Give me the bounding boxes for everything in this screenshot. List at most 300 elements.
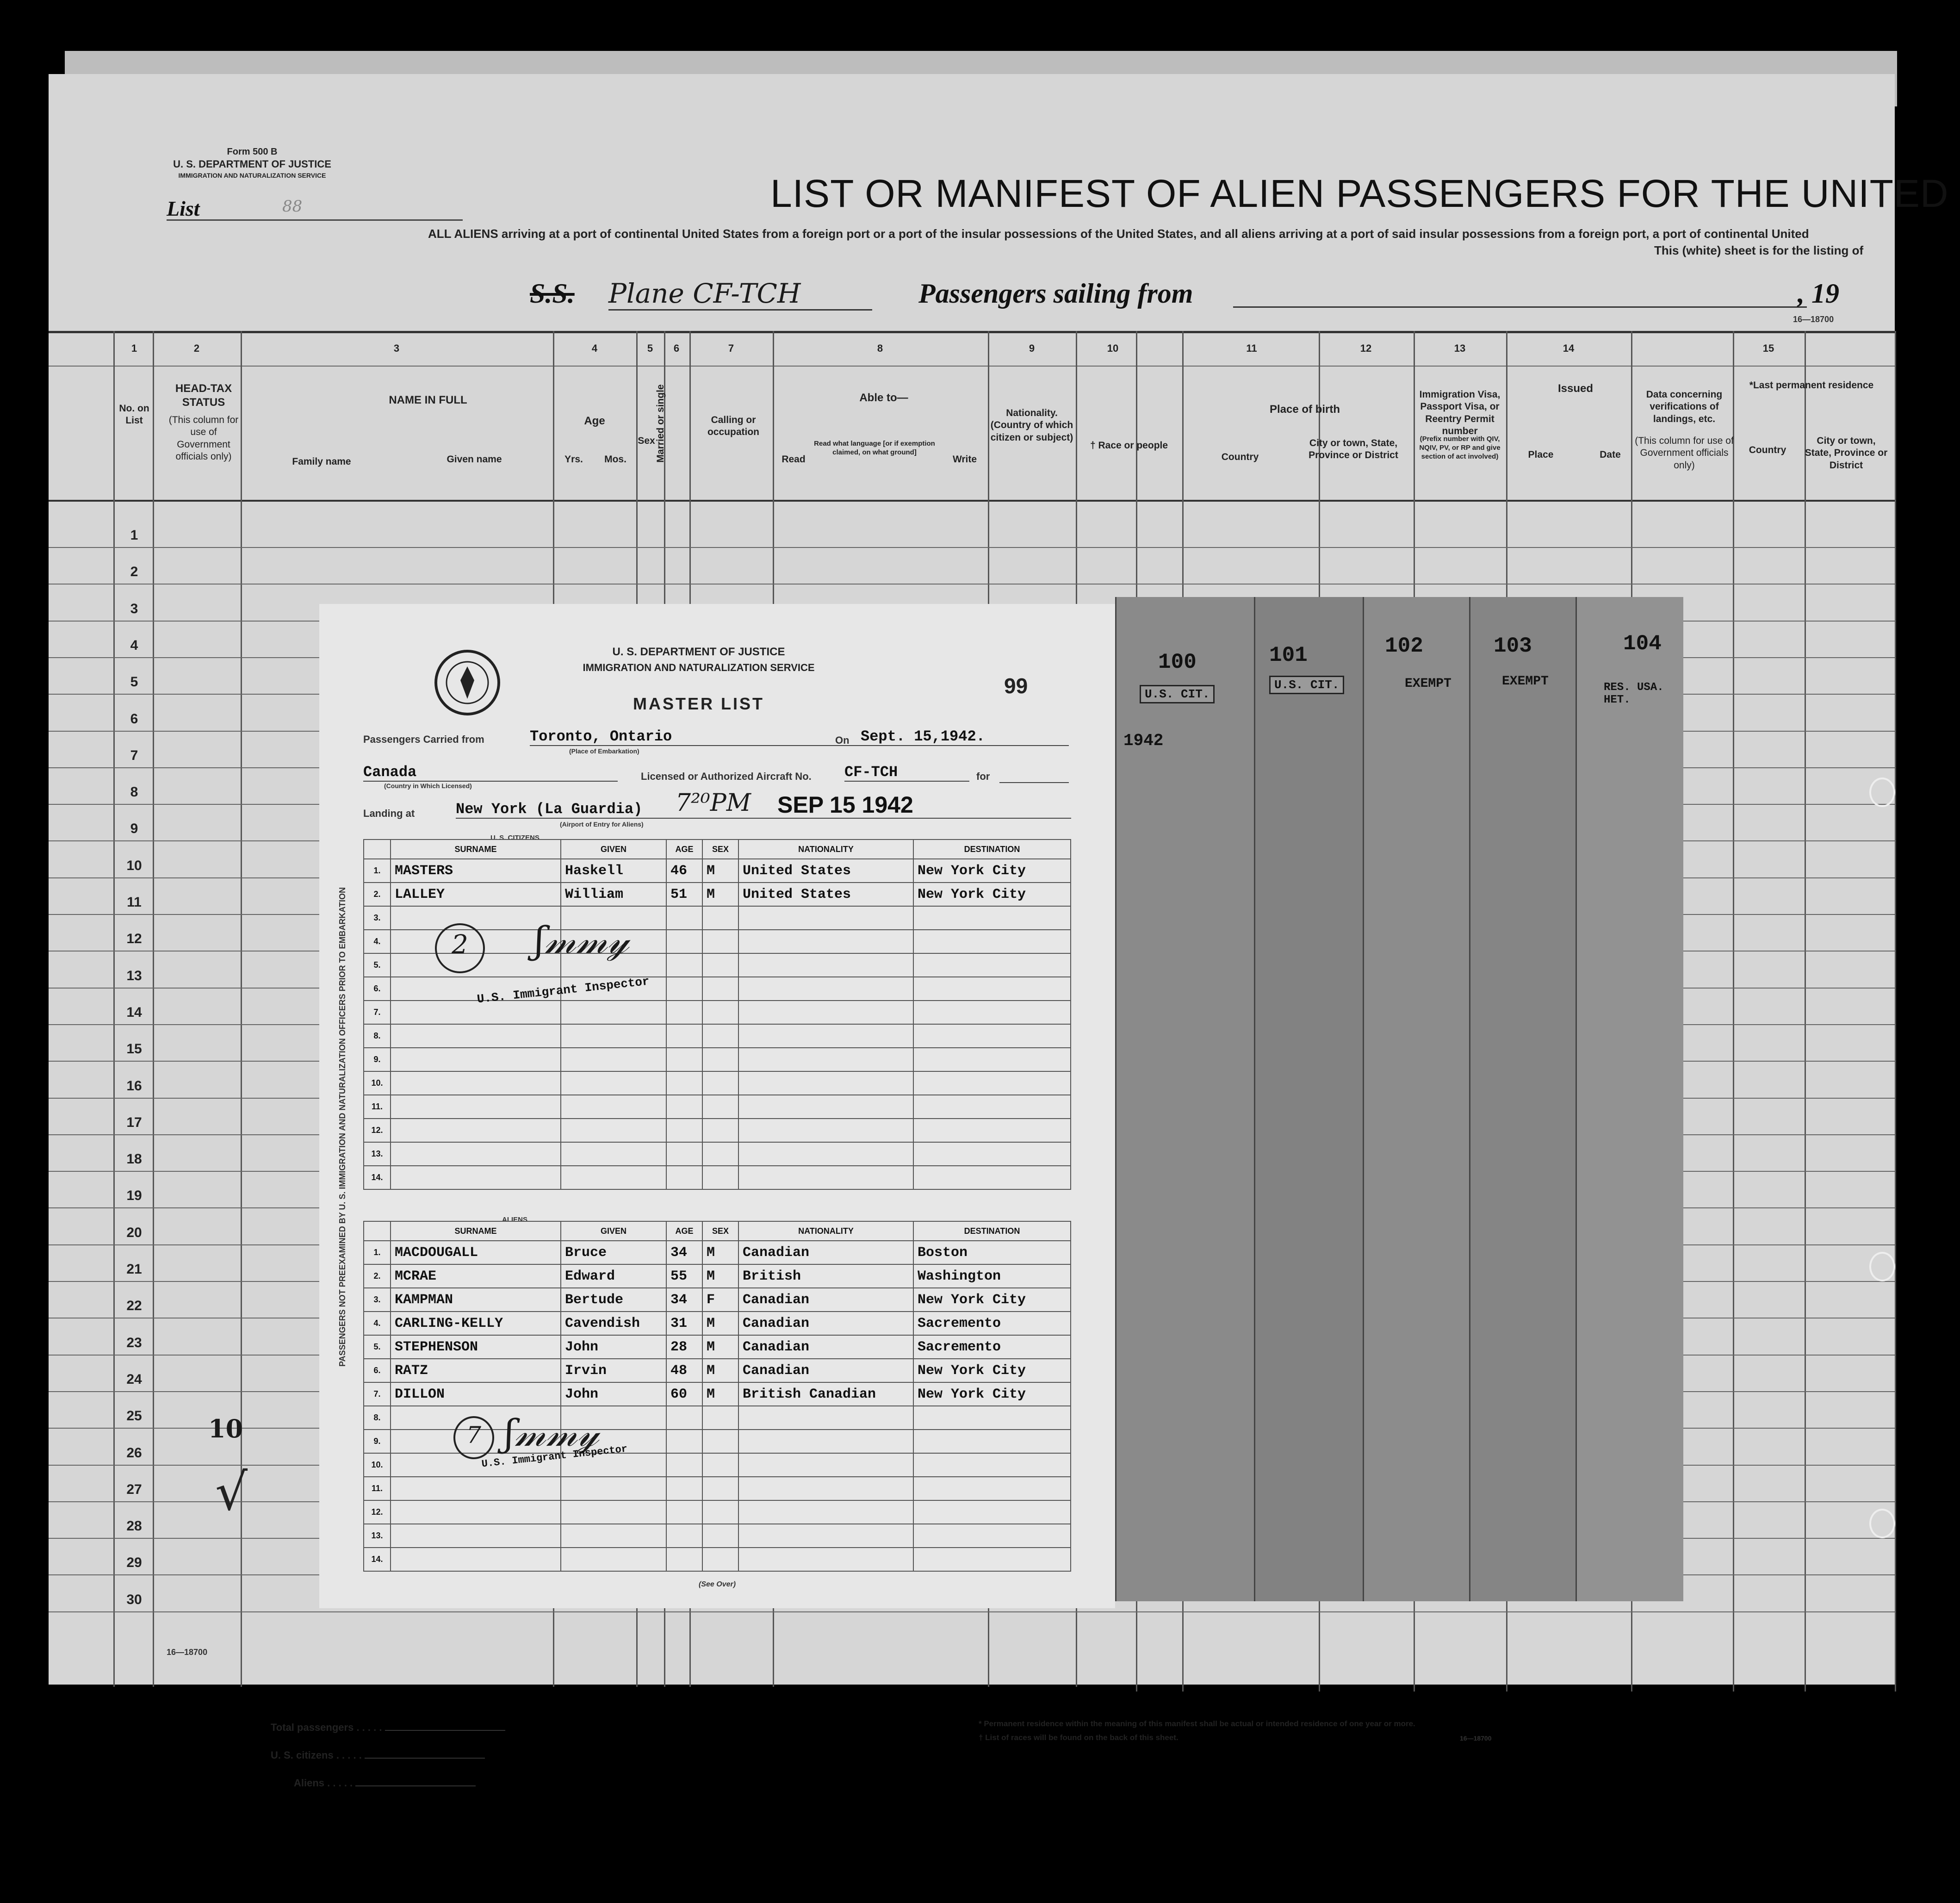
table-row xyxy=(364,1001,1071,1024)
row-number: 15 xyxy=(126,1041,142,1057)
table-top-rule xyxy=(49,331,1895,333)
header-res-city: City or town, State, Province or District xyxy=(1805,435,1888,471)
alien-n-cell: 6. xyxy=(364,1359,391,1382)
alien-nationality-cell: British xyxy=(738,1264,913,1288)
citizen-n-cell: 1. xyxy=(364,859,391,883)
citizen-given-cell xyxy=(561,1071,666,1095)
landing-caption: (Airport of Entry for Aliens) xyxy=(560,821,644,828)
citizen-destination-cell xyxy=(913,1095,1071,1119)
footer-us-label: U. S. citizens xyxy=(271,1749,334,1761)
citizen-nationality-cell xyxy=(738,1119,913,1142)
row-number: 8 xyxy=(130,784,138,800)
header-res-country: Country xyxy=(1749,445,1786,455)
alien-age-cell xyxy=(666,1524,702,1548)
table-row xyxy=(364,1524,1071,1548)
citizen-destination-cell xyxy=(913,1048,1071,1071)
alien-sex-cell xyxy=(702,1548,738,1571)
form-number: Form 500 B xyxy=(227,147,278,157)
row-number: 24 xyxy=(126,1371,142,1387)
header-able-to: Able to— xyxy=(859,392,908,404)
citizen-given-cell xyxy=(561,1119,666,1142)
citizen-sex-cell xyxy=(702,906,738,930)
alien-sex-cell: M xyxy=(702,1241,738,1264)
citizen-destination-cell xyxy=(913,1119,1071,1142)
header-given-name: Given name xyxy=(447,454,502,465)
row-number: 7 xyxy=(130,747,138,763)
list-label: List xyxy=(167,197,200,220)
master-list-card xyxy=(319,604,1115,1608)
for-field xyxy=(999,782,1069,783)
citizen-nationality-cell xyxy=(738,1166,913,1189)
citizen-surname-cell: MASTERS xyxy=(391,859,561,883)
aircraft-label: Licensed or Authorized Aircraft No. xyxy=(641,771,812,782)
citizen-nationality-cell: United States xyxy=(738,859,913,883)
header-place-of-birth: Place of birth xyxy=(1269,403,1340,416)
strip-number-102: 102 xyxy=(1385,634,1423,658)
table-row xyxy=(364,1500,1071,1524)
alien-sex-cell xyxy=(702,1500,738,1524)
row-number: 27 xyxy=(126,1481,142,1497)
table-row xyxy=(364,1288,1071,1312)
citizen-given-cell xyxy=(561,1048,666,1071)
footer-note-1: * Permanent residence within the meaning of this manifest shall be actual or intended residence of one year or more. xyxy=(979,1719,1415,1728)
citizen-destination-cell xyxy=(913,977,1071,1001)
citizen-age-cell xyxy=(666,930,702,953)
department: U. S. DEPARTMENT OF JUSTICE xyxy=(173,158,331,170)
citizen-given-cell: William xyxy=(561,883,666,906)
alien-destination-cell xyxy=(913,1500,1071,1524)
header-family-name: Family name xyxy=(292,456,351,467)
row-number: 4 xyxy=(130,637,138,653)
row-number: 3 xyxy=(130,601,138,616)
citizen-age-cell xyxy=(666,1071,702,1095)
manifest-subtitle: ALL ALIENS arriving at a port of continental United States from a foreign port or a port of the insular possessions of the United States, and all aliens arriving at a port of said insular possessions from a foreign port, a port of continental United xyxy=(428,227,1809,241)
alien-nationality-cell xyxy=(738,1524,913,1548)
table-row xyxy=(364,1024,1071,1048)
footer-us-citizens: U. S. citizens . . . . . xyxy=(271,1749,485,1761)
col-nationality: NATIONALITY xyxy=(738,840,913,859)
table-row xyxy=(364,1048,1071,1071)
alien-nationality-cell xyxy=(738,1477,913,1500)
citizen-surname-cell xyxy=(391,1024,561,1048)
sailing-from-label: Passengers sailing from xyxy=(918,278,1193,309)
header-nationality: Nationality. (Country of which citizen or subject) xyxy=(990,408,1073,443)
column-number: 12 xyxy=(1360,342,1372,354)
citizen-destination-cell xyxy=(913,1071,1071,1095)
row-number: 23 xyxy=(126,1335,142,1350)
table-row xyxy=(364,1142,1071,1166)
header-read: Read xyxy=(782,454,806,465)
citizen-age-cell xyxy=(666,953,702,977)
strip-stamp-100: U.S. CIT. xyxy=(1140,685,1215,703)
alien-nationality-cell: Canadian xyxy=(738,1241,913,1264)
citizen-destination-cell: New York City xyxy=(913,883,1071,906)
alien-sex-cell: M xyxy=(702,1335,738,1359)
alien-nationality-cell: Canadian xyxy=(738,1335,913,1359)
header-issued-place: Place xyxy=(1528,449,1554,460)
table-row xyxy=(364,1359,1071,1382)
alien-destination-cell xyxy=(913,1524,1071,1548)
card-strip-103 xyxy=(1469,597,1577,1601)
vertical-note: PASSENGERS NOT PREEXAMINED BY U. S. IMMIGRATION AND NATURALIZATION OFFICERS PRIOR TO EMBARKATION xyxy=(338,887,347,1367)
alien-given-cell xyxy=(561,1524,666,1548)
row-number: 20 xyxy=(126,1225,142,1240)
for-label: for xyxy=(976,771,990,782)
citizen-n-cell: 13. xyxy=(364,1142,391,1166)
citizen-sex-cell: M xyxy=(702,883,738,906)
alien-nationality-cell xyxy=(738,1500,913,1524)
header-issued-date: Date xyxy=(1600,449,1621,460)
citizen-sex-cell: M xyxy=(702,859,738,883)
alien-age-cell xyxy=(666,1548,702,1571)
citizen-surname-cell xyxy=(391,1166,561,1189)
table-row xyxy=(364,1312,1071,1335)
alien-age-cell xyxy=(666,1406,702,1430)
alien-given-cell: John xyxy=(561,1382,666,1406)
header-issued: Issued xyxy=(1557,382,1594,395)
strip-number-104: 104 xyxy=(1623,632,1662,656)
citizen-n-cell: 4. xyxy=(364,930,391,953)
citizen-age-cell xyxy=(666,1119,702,1142)
year-label: , 19 xyxy=(1798,278,1839,309)
column-divider xyxy=(1733,331,1734,1692)
header-data-note: (This column for use of Government officials only) xyxy=(1635,435,1734,471)
column-number: 15 xyxy=(1762,342,1774,354)
citizen-given-cell xyxy=(561,1095,666,1119)
table-row xyxy=(364,1477,1071,1500)
row-number: 16 xyxy=(126,1078,142,1094)
alien-sex-cell: M xyxy=(702,1382,738,1406)
list-field xyxy=(167,199,463,221)
citizen-sex-cell xyxy=(702,930,738,953)
row-number: 18 xyxy=(126,1151,142,1167)
citizen-age-cell xyxy=(666,1048,702,1071)
landing-label: Landing at xyxy=(363,808,415,819)
aliens-count: 7 xyxy=(466,1422,481,1449)
inspector-label-2: U.S. Immigrant Inspector xyxy=(481,1443,628,1470)
manifest-subtitle-2: This (white) sheet is for the listing of xyxy=(1654,243,1864,257)
card-strip-101 xyxy=(1254,597,1366,1601)
table-row xyxy=(364,1095,1071,1119)
service: IMMIGRATION AND NATURALIZATION SERVICE xyxy=(178,171,326,179)
signature-1: ʃ𝓂𝓂𝓎 xyxy=(534,919,629,962)
row-number: 6 xyxy=(130,711,138,727)
manifest-title: LIST OR MANIFEST OF ALIEN PASSENGERS FOR THE UNITED xyxy=(770,172,1949,215)
alien-surname-cell: STEPHENSON xyxy=(391,1335,561,1359)
alien-surname-cell: RATZ xyxy=(391,1359,561,1382)
header-race: † Race or people xyxy=(1090,440,1168,451)
citizen-n-cell: 2. xyxy=(364,883,391,906)
table-row xyxy=(364,1071,1071,1095)
footer-aliens-field xyxy=(355,1785,476,1786)
strip-number-100: 100 xyxy=(1158,650,1197,674)
col-surname-aliens: SURNAME xyxy=(391,1221,561,1241)
header-name-in-full: NAME IN FULL xyxy=(389,394,467,406)
alien-n-cell: 7. xyxy=(364,1382,391,1406)
citizen-surname-cell xyxy=(391,1095,561,1119)
alien-sex-cell: M xyxy=(702,1312,738,1335)
row-number: 9 xyxy=(130,821,138,837)
date-stamp: SEP 15 1942 xyxy=(777,792,913,818)
table-row xyxy=(364,1119,1071,1142)
citizen-surname-cell: LALLEY xyxy=(391,883,561,906)
alien-age-cell xyxy=(666,1477,702,1500)
citizen-given-cell xyxy=(561,1024,666,1048)
ss-value: Plane CF-TCH xyxy=(608,278,872,311)
card-strip-100 xyxy=(1115,597,1260,1601)
header-birth-country: Country xyxy=(1221,452,1259,462)
column-number: 14 xyxy=(1563,342,1575,354)
alien-sex-cell: M xyxy=(702,1359,738,1382)
footer-total-passengers: Total passengers . . . . . xyxy=(271,1722,505,1734)
header-write: Write xyxy=(952,454,977,465)
alien-destination-cell xyxy=(913,1430,1071,1453)
citizen-age-cell xyxy=(666,1024,702,1048)
citizen-n-cell: 3. xyxy=(364,906,391,930)
alien-nationality-cell xyxy=(738,1430,913,1453)
col-surname: SURNAME xyxy=(391,840,561,859)
citizen-nationality-cell xyxy=(738,977,913,1001)
table-row xyxy=(364,977,1071,1001)
row-number: 28 xyxy=(126,1518,142,1534)
citizens-label: U. S. CITIZENS xyxy=(490,834,540,842)
citizen-nationality-cell: United States xyxy=(738,883,913,906)
footer-code: 16—18700 xyxy=(1460,1735,1492,1742)
alien-nationality-cell xyxy=(738,1453,913,1477)
row-number: 26 xyxy=(126,1445,142,1461)
col-sex-aliens: SEX xyxy=(702,1221,738,1241)
header-data-concerning: Data concerning verifications of landings, etc. xyxy=(1646,389,1723,424)
alien-surname-cell: MCRAE xyxy=(391,1264,561,1288)
check-mark-icon: √ xyxy=(215,1462,248,1522)
row-number: 1 xyxy=(130,528,138,543)
alien-n-cell: 3. xyxy=(364,1288,391,1312)
alien-n-cell: 9. xyxy=(364,1430,391,1453)
citizen-nationality-cell xyxy=(738,953,913,977)
footer-aliens: Aliens . . . . . xyxy=(294,1777,476,1789)
alien-age-cell xyxy=(666,1430,702,1453)
table-row xyxy=(364,859,1071,883)
alien-destination-cell: New York City xyxy=(913,1288,1071,1312)
alien-destination-cell: Boston xyxy=(913,1241,1071,1264)
row-number: 25 xyxy=(126,1408,142,1424)
col-age-aliens: AGE xyxy=(666,1221,702,1241)
landing-time-handwritten: 7²⁰PM xyxy=(676,789,751,817)
row-number: 14 xyxy=(126,1004,142,1020)
strip-number-103: 103 xyxy=(1494,634,1532,658)
alien-given-cell xyxy=(561,1548,666,1571)
column-number: 7 xyxy=(728,342,734,354)
footer-aliens-label: Aliens xyxy=(294,1777,325,1789)
master-title: MASTER LIST xyxy=(633,694,764,713)
carried-from-label: Passengers Carried from xyxy=(363,734,484,745)
aliens-table xyxy=(363,1221,1071,1572)
alien-n-cell: 4. xyxy=(364,1312,391,1335)
punch-hole-3 xyxy=(1869,1509,1895,1538)
alien-nationality-cell xyxy=(738,1406,913,1430)
citizen-surname-cell xyxy=(391,1119,561,1142)
citizen-sex-cell xyxy=(702,1119,738,1142)
alien-surname-cell: CARLING-KELLY xyxy=(391,1312,561,1335)
citizen-surname-cell xyxy=(391,1071,561,1095)
header-read-language: Read what language [or if exemption claimed, on what ground] xyxy=(814,440,935,456)
alien-n-cell: 10. xyxy=(364,1453,391,1477)
alien-destination-cell xyxy=(913,1548,1071,1571)
citizen-n-cell: 14. xyxy=(364,1166,391,1189)
alien-n-cell: 13. xyxy=(364,1524,391,1548)
column-number: 5 xyxy=(647,342,653,354)
col-destination: DESTINATION xyxy=(913,840,1071,859)
aircraft-value: CF-TCH xyxy=(844,764,969,782)
alien-sex-cell xyxy=(702,1477,738,1500)
citizen-age-cell xyxy=(666,1142,702,1166)
alien-age-cell: 34 xyxy=(666,1288,702,1312)
citizen-n-cell: 9. xyxy=(364,1048,391,1071)
alien-age-cell: 34 xyxy=(666,1241,702,1264)
alien-nationality-cell: Canadian xyxy=(738,1312,913,1335)
row-number: 11 xyxy=(127,895,142,910)
citizen-n-cell: 6. xyxy=(364,977,391,1001)
master-service: IMMIGRATION AND NATURALIZATION SERVICE xyxy=(583,662,815,673)
citizen-nationality-cell xyxy=(738,1095,913,1119)
form-header xyxy=(160,146,345,180)
strip-stamp-102: EXEMPT xyxy=(1405,677,1451,691)
table-row xyxy=(364,1241,1071,1264)
citizen-sex-cell xyxy=(702,1048,738,1071)
alien-destination-cell: Sacremento xyxy=(913,1335,1071,1359)
citizen-nationality-cell xyxy=(738,906,913,930)
col-given: GIVEN xyxy=(561,840,666,859)
citizens-count: 2 xyxy=(452,930,468,960)
alien-surname-cell xyxy=(391,1477,561,1500)
citizen-age-cell: 46 xyxy=(666,859,702,883)
citizen-destination-cell xyxy=(913,953,1071,977)
col-given-aliens: GIVEN xyxy=(561,1221,666,1241)
alien-destination-cell: New York City xyxy=(913,1359,1071,1382)
citizen-sex-cell xyxy=(702,953,738,977)
citizen-n-cell: 5. xyxy=(364,953,391,977)
citizen-surname-cell xyxy=(391,1048,561,1071)
header-no-on-list: No. on List xyxy=(119,403,149,426)
alien-sex-cell xyxy=(702,1430,738,1453)
row-number: 21 xyxy=(126,1262,142,1277)
column-divider xyxy=(1805,331,1806,1692)
alien-surname-cell xyxy=(391,1500,561,1524)
table-row xyxy=(364,1264,1071,1288)
alien-surname-cell: MACDOUGALL xyxy=(391,1241,561,1264)
seal-icon xyxy=(433,648,502,717)
citizen-sex-cell xyxy=(702,1001,738,1024)
column-number: 4 xyxy=(591,342,598,354)
alien-surname-cell xyxy=(391,1548,561,1571)
row-number: 5 xyxy=(130,674,138,690)
citizen-nationality-cell xyxy=(738,1024,913,1048)
country-value: Canada xyxy=(363,764,618,782)
citizen-destination-cell xyxy=(913,1142,1071,1166)
table-row xyxy=(364,1548,1071,1571)
alien-n-cell: 11. xyxy=(364,1477,391,1500)
citizen-given-cell xyxy=(561,1001,666,1024)
alien-n-cell: 12. xyxy=(364,1500,391,1524)
column-number: 9 xyxy=(1029,342,1035,354)
row-number: 30 xyxy=(126,1592,142,1607)
on-label: On xyxy=(835,734,850,746)
table-row xyxy=(364,883,1071,906)
citizen-surname-cell xyxy=(391,1001,561,1024)
list-value: 88 xyxy=(282,197,303,216)
citizen-n-cell: 7. xyxy=(364,1001,391,1024)
alien-given-cell: Bruce xyxy=(561,1241,666,1264)
header-mos: Mos. xyxy=(604,454,626,465)
alien-n-cell: 14. xyxy=(364,1548,391,1571)
citizen-nationality-cell xyxy=(738,1142,913,1166)
column-number: 1 xyxy=(131,342,137,354)
footer-note-2: † List of races will be found on the back of this sheet. xyxy=(979,1733,1178,1742)
form-code-bottom: 16—18700 xyxy=(167,1648,208,1657)
alien-sex-cell: M xyxy=(702,1264,738,1288)
card-strip-102 xyxy=(1363,597,1470,1601)
landing-value: New York (La Guardia) xyxy=(456,801,1071,819)
citizen-age-cell xyxy=(666,1001,702,1024)
alien-destination-cell: Washington xyxy=(913,1264,1071,1288)
alien-n-cell: 5. xyxy=(364,1335,391,1359)
header-calling: Calling or occupation xyxy=(707,415,759,438)
alien-nationality-cell: British Canadian xyxy=(738,1382,913,1406)
citizens-count-circle xyxy=(435,923,485,973)
citizens-table xyxy=(363,839,1071,1190)
strip-year: 1942 xyxy=(1123,731,1164,750)
form-code-top: 16—18700 xyxy=(1793,315,1834,324)
column-number: 6 xyxy=(673,342,680,354)
alien-destination-cell xyxy=(913,1406,1071,1430)
citizen-given-cell: Haskell xyxy=(561,859,666,883)
alien-nationality-cell: Canadian xyxy=(738,1288,913,1312)
alien-n-cell: 1. xyxy=(364,1241,391,1264)
col-nationality-aliens: NATIONALITY xyxy=(738,1221,913,1241)
citizen-age-cell: 51 xyxy=(666,883,702,906)
alien-nationality-cell: Canadian xyxy=(738,1359,913,1382)
alien-n-cell: 2. xyxy=(364,1264,391,1288)
citizen-n-cell: 11. xyxy=(364,1095,391,1119)
col-destination-aliens: DESTINATION xyxy=(913,1221,1071,1241)
master-department: U. S. DEPARTMENT OF JUSTICE xyxy=(612,646,785,658)
alien-age-cell xyxy=(666,1500,702,1524)
sailing-from-field xyxy=(1233,306,1807,308)
strip-number-101: 101 xyxy=(1269,643,1308,667)
header-yrs: Yrs. xyxy=(564,454,583,465)
carried-from-value: Toronto, Ontario xyxy=(530,728,877,746)
citizen-age-cell xyxy=(666,977,702,1001)
col-sex: SEX xyxy=(702,840,738,859)
column-number: 10 xyxy=(1107,342,1119,354)
citizen-destination-cell xyxy=(913,1024,1071,1048)
inspector-label-1: U.S. Immigrant Inspector xyxy=(476,974,651,1007)
alien-given-cell xyxy=(561,1500,666,1524)
column-number: 11 xyxy=(1246,342,1257,354)
row-number: 2 xyxy=(130,564,138,580)
alien-surname-cell: DILLON xyxy=(391,1382,561,1406)
sailing-line xyxy=(530,278,1862,315)
alien-given-cell: Edward xyxy=(561,1264,666,1288)
citizen-given-cell xyxy=(561,1166,666,1189)
alien-sex-cell xyxy=(702,1524,738,1548)
alien-given-cell: Bertude xyxy=(561,1288,666,1312)
citizen-sex-cell xyxy=(702,977,738,1001)
col-age: AGE xyxy=(666,840,702,859)
header-visa: Immigration Visa, Passport Visa, or Reentry Permit number xyxy=(1419,389,1501,436)
citizen-destination-cell xyxy=(913,906,1071,930)
citizen-surname-cell xyxy=(391,1142,561,1166)
